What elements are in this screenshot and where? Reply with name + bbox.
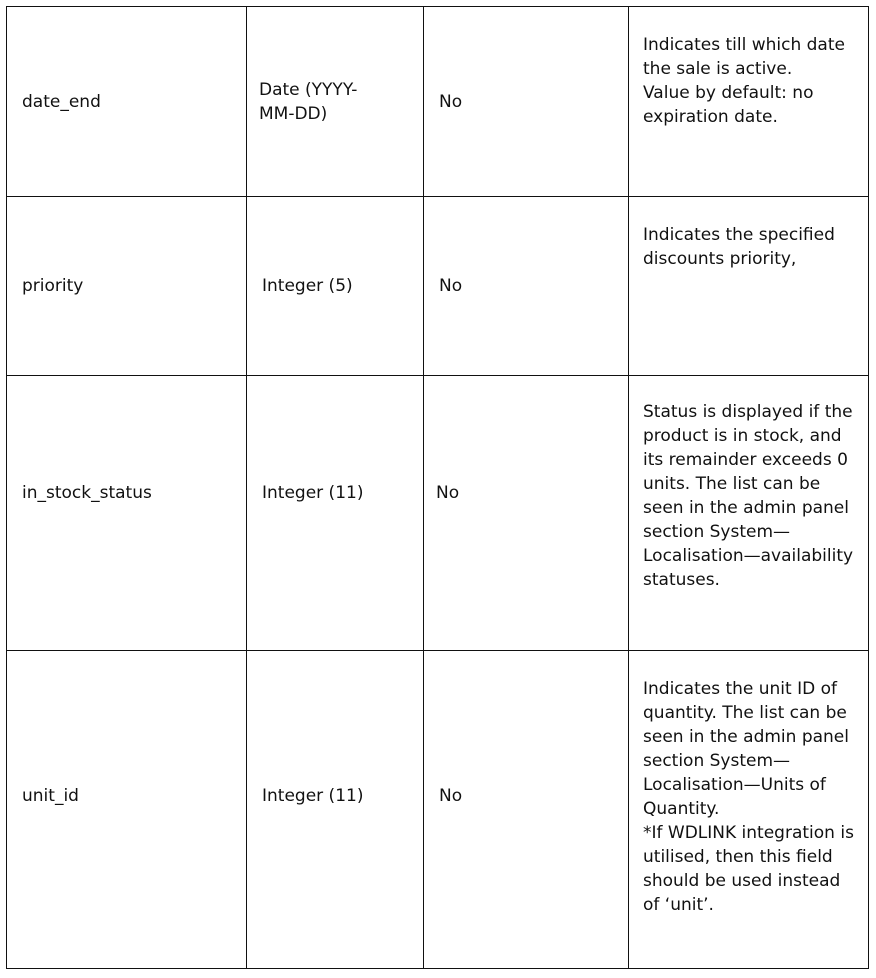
table-row: [7, 376, 869, 651]
field-required: No: [424, 7, 629, 197]
field-required: No: [424, 376, 629, 651]
field-type: Integer (11): [247, 376, 424, 651]
field-type: Integer (11): [247, 651, 424, 969]
field-name: in_stock_status: [7, 376, 247, 651]
description-line: *If WDLINK integration is utilised, then this field should be used instead of ‘unit’.: [643, 823, 854, 915]
field-name: priority: [7, 197, 247, 376]
field-description: [629, 376, 869, 651]
table-row: [7, 651, 869, 969]
field-type: Integer (5): [247, 197, 424, 376]
field-description: [629, 7, 869, 197]
field-description: [629, 651, 869, 969]
description-line: Indicates till which date the sale is active.: [643, 35, 845, 79]
table-row: [7, 7, 869, 197]
description-line: Indicates the unit ID of quantity. The list can be seen in the admin panel section System—Localisation—Units of Quantity.: [643, 679, 849, 819]
description-line: Status is displayed if the product is in stock, and its remainder exceeds 0 units. The list can be seen in the admin panel section System—Localisation—availability statuses.: [643, 402, 854, 590]
field-description: [629, 197, 869, 376]
field-name: date_end: [7, 7, 247, 197]
parameters-table: [6, 6, 869, 969]
table-row: [7, 197, 869, 376]
field-required: No: [424, 197, 629, 376]
description-line: Value by default: no expiration date.: [643, 83, 814, 127]
field-type-text: Date (YYYY-MM-DD): [259, 79, 358, 124]
field-name: unit_id: [7, 651, 247, 969]
description-line: Indicates the specified discounts priority,: [643, 225, 835, 269]
field-type: [247, 7, 424, 197]
field-required: No: [424, 651, 629, 969]
